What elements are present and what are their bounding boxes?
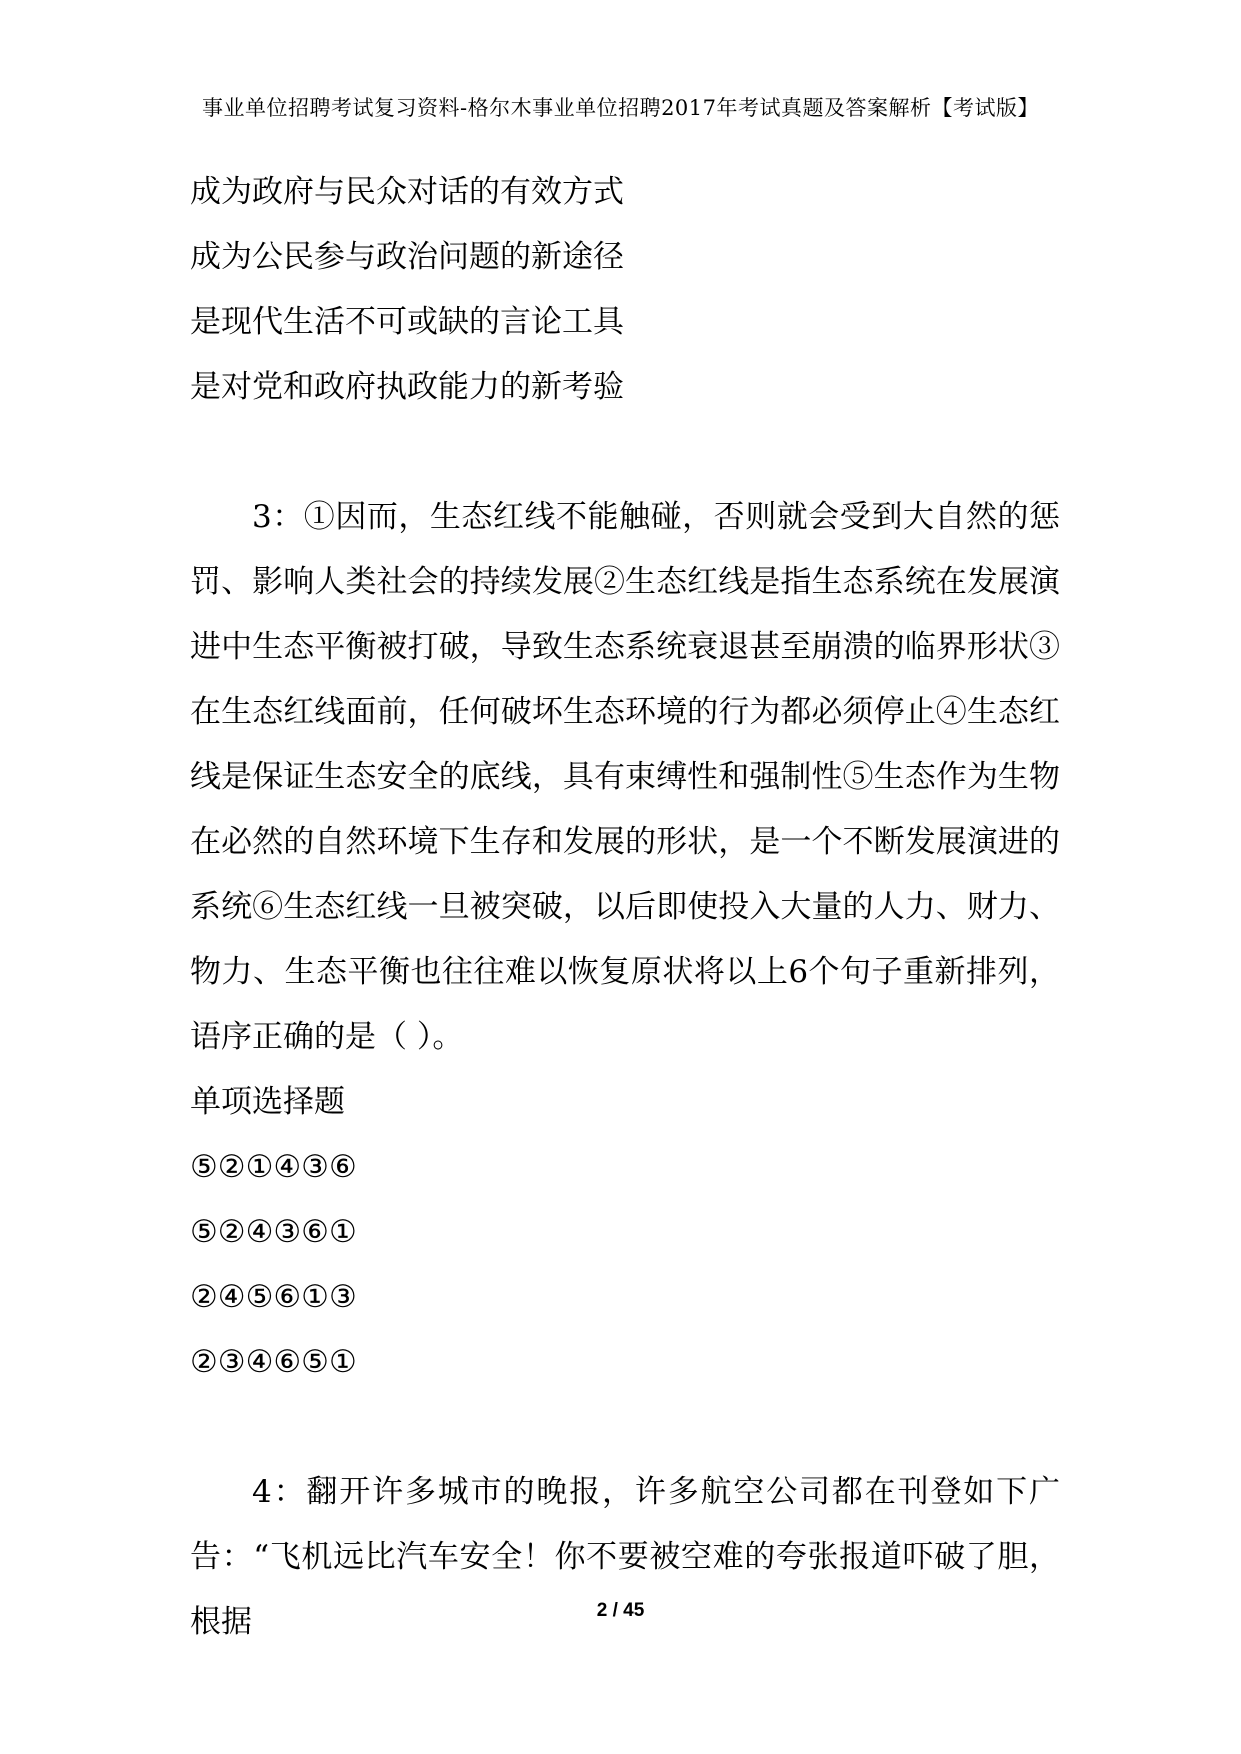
- prev-question-option-1: 成为政府与民众对话的有效方式: [190, 174, 624, 210]
- section-spacer: [190, 420, 1060, 485]
- question-3-option-3: ②④⑤⑥①③: [190, 1279, 357, 1315]
- question-3-option-4: ②③④⑥⑤①: [190, 1344, 357, 1380]
- document-body: [190, 160, 1060, 1655]
- prev-question-option-4: 是对党和政府执政能力的新考验: [190, 369, 624, 405]
- section-spacer: [190, 1395, 1060, 1460]
- question-3-type: 单项选择题: [190, 1084, 345, 1120]
- question-4-text: 4：翻开许多城市的晚报，许多航空公司都在刊登如下广告：“飞机远比汽车安全！你不要被空难的夸张报道吓破了胆，根据: [190, 1474, 1060, 1640]
- page-number: 2 / 45: [596, 1600, 645, 1621]
- page-header: 事业单位招聘考试复习资料-格尔木事业单位招聘2017年考试真题及答案解析【考试版】: [201, 96, 1040, 120]
- prev-question-option-3: 是现代生活不可或缺的言论工具: [190, 304, 624, 340]
- question-3-option-1: ⑤②①④③⑥: [190, 1149, 357, 1185]
- question-3-option-2: ⑤②④③⑥①: [190, 1214, 357, 1250]
- question-3-text: 3：①因而，生态红线不能触碰，否则就会受到大自然的惩罚、影响人类社会的持续发展②生态红线是指生态系统在发展演进中生态平衡被打破，导致生态系统衰退甚至崩溃的临界形状③在生态红线面前，任何破坏生态环境的行为都必须停止④生态红线是保证生态安全的底线，具有束缚性和强制性⑤生态作为生物在必然的自然环境下生存和发展的形状，是一个不断发展演进的系统⑥生态红线一旦被突破，以后即使投入大量的人力、财力、物力、生态平衡也往往难以恢复原状将以上6个句子重新排列，语序正确的是（ ）。: [190, 499, 1060, 1055]
- prev-question-option-2: 成为公民参与政治问题的新途径: [190, 239, 624, 275]
